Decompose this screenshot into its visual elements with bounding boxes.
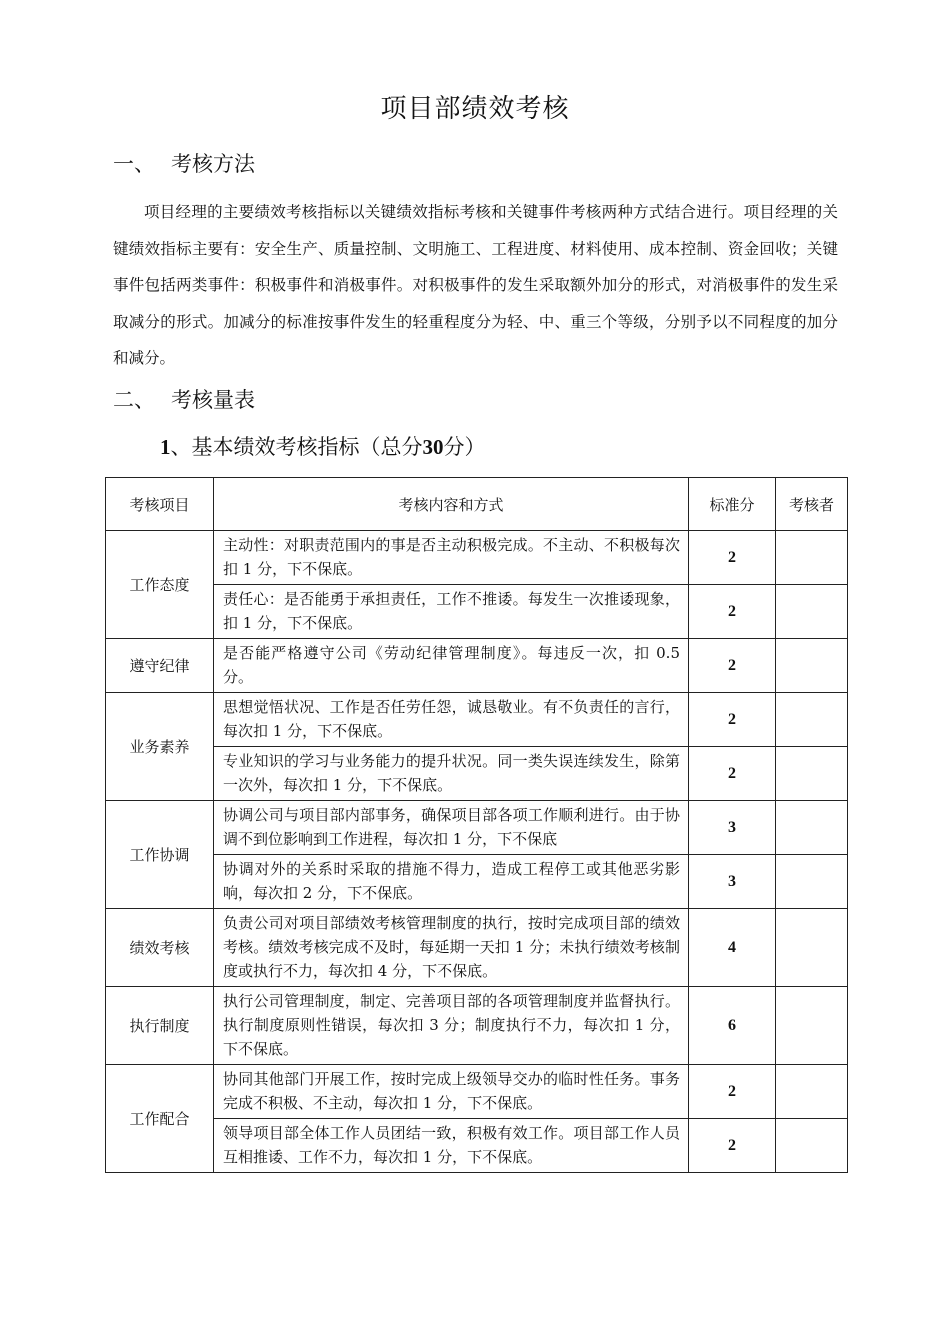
content-cell: 思想觉悟状况、工作是否任劳任怨，诚恳敬业。有不负责任的言行，每次扣 1 分，下不保底。 — [214, 693, 689, 747]
intro-paragraph: 项目经理的主要绩效考核指标以关键绩效指标考核和关键事件考核两种方式结合进行。项目经理的关键绩效指标主要有：安全生产、质量控制、文明施工、工程进度、材料使用、成本控制、资金回收；关键事件包括两类事件：积极事件和消极事件。对积极事件的发生采取额外加分的形式，对消极事件的发生采取减分的形式。加减分的标准按事件发生的轻重程度分为轻、中、重三个等级，分别予以不同程度的加分和减分。 — [113, 203, 838, 367]
rater-cell[interactable] — [776, 1065, 848, 1119]
table-row — [106, 987, 848, 1065]
content-cell: 协调对外的关系时采取的措施不得力，造成工程停工或其他恶劣影响，每次扣 2 分，下不保底。 — [214, 855, 689, 909]
score-cell: 3 — [689, 855, 776, 909]
content-cell: 负责公司对项目部绩效考核管理制度的执行，按时完成项目部的绩效考核。绩效考核完成不及时，每延期一天扣 1 分；未执行绩效考核制度或执行不力，每次扣 4 分，下不保底。 — [214, 909, 689, 987]
section-number: 二、 — [113, 388, 155, 412]
table-row — [106, 1119, 848, 1173]
score-cell: 3 — [689, 801, 776, 855]
rater-cell[interactable] — [776, 1119, 848, 1173]
table-row — [106, 1065, 848, 1119]
score-cell: 2 — [689, 531, 776, 585]
rater-cell[interactable] — [776, 639, 848, 693]
section-heading-scale — [113, 384, 255, 414]
section-number: 一、 — [113, 152, 155, 176]
score-cell: 2 — [689, 585, 776, 639]
subsection-text: 、基本绩效考核指标（总分 — [170, 435, 423, 459]
score-cell: 2 — [689, 693, 776, 747]
category-cell: 执行制度 — [106, 987, 214, 1065]
table-row — [106, 531, 848, 585]
content-cell: 协同其他部门开展工作，按时完成上级领导交办的临时性任务。事务完成不积极、不主动，每次扣 1 分，下不保底。 — [214, 1065, 689, 1119]
rater-cell[interactable] — [776, 747, 848, 801]
header-content: 考核内容和方式 — [214, 478, 689, 531]
score-cell: 2 — [689, 1065, 776, 1119]
subsection-suffix: 分） — [443, 435, 486, 459]
table-row — [106, 855, 848, 909]
rater-cell[interactable] — [776, 987, 848, 1065]
score-cell: 2 — [689, 747, 776, 801]
category-cell: 遵守纪律 — [106, 639, 214, 693]
intro-paragraph-block — [113, 194, 838, 377]
category-cell: 绩效考核 — [106, 909, 214, 987]
table-row — [106, 585, 848, 639]
page-title: 项目部绩效考核 — [380, 94, 570, 124]
table-row — [106, 693, 848, 747]
score-cell: 4 — [689, 909, 776, 987]
subsection-total: 30 — [422, 435, 444, 459]
content-cell: 责任心：是否能勇于承担责任，工作不推诿。每发生一次推诿现象，扣 1 分，下不保底。 — [214, 585, 689, 639]
table-row — [106, 639, 848, 693]
category-cell: 工作态度 — [106, 531, 214, 639]
section-title: 考核量表 — [171, 388, 255, 412]
subsection-heading — [160, 431, 486, 461]
rater-cell[interactable] — [776, 801, 848, 855]
table-header-row — [106, 478, 848, 531]
rater-cell[interactable] — [776, 531, 848, 585]
score-cell: 2 — [689, 1119, 776, 1173]
content-cell: 执行公司管理制度，制定、完善项目部的各项管理制度并监督执行。执行制度原则性错误，每次扣 3 分；制度执行不力，每次扣 1 分，下不保底。 — [214, 987, 689, 1065]
score-cell: 2 — [689, 639, 776, 693]
category-cell: 工作协调 — [106, 801, 214, 909]
content-cell: 是否能严格遵守公司《劳动纪律管理制度》。每违反一次，扣 0.5 分。 — [214, 639, 689, 693]
section-heading-method — [113, 148, 255, 178]
content-cell: 领导项目部全体工作人员团结一致，积极有效工作。项目部工作人员互相推诿、工作不力，每次扣 1 分，下不保底。 — [214, 1119, 689, 1173]
header-score: 标准分 — [689, 478, 776, 531]
score-table — [105, 477, 848, 1173]
table-row — [106, 801, 848, 855]
content-cell: 主动性：对职责范围内的事是否主动积极完成。不主动、不积极每次扣 1 分，下不保底。 — [214, 531, 689, 585]
content-cell: 专业知识的学习与业务能力的提升状况。同一类失误连续发生，除第一次外，每次扣 1 分，下不保底。 — [214, 747, 689, 801]
subsection-number: 1 — [160, 435, 171, 459]
content-cell: 协调公司与项目部内部事务，确保项目部各项工作顺利进行。由于协调不到位影响到工作进程，每次扣 1 分，下不保底 — [214, 801, 689, 855]
header-category: 考核项目 — [106, 478, 214, 531]
header-rater: 考核者 — [776, 478, 848, 531]
section-title: 考核方法 — [171, 152, 255, 176]
table-row — [106, 909, 848, 987]
rater-cell[interactable] — [776, 909, 848, 987]
category-cell: 业务素养 — [106, 693, 214, 801]
rater-cell[interactable] — [776, 585, 848, 639]
rater-cell[interactable] — [776, 855, 848, 909]
score-cell: 6 — [689, 987, 776, 1065]
table-row — [106, 747, 848, 801]
category-cell: 工作配合 — [106, 1065, 214, 1173]
rater-cell[interactable] — [776, 693, 848, 747]
